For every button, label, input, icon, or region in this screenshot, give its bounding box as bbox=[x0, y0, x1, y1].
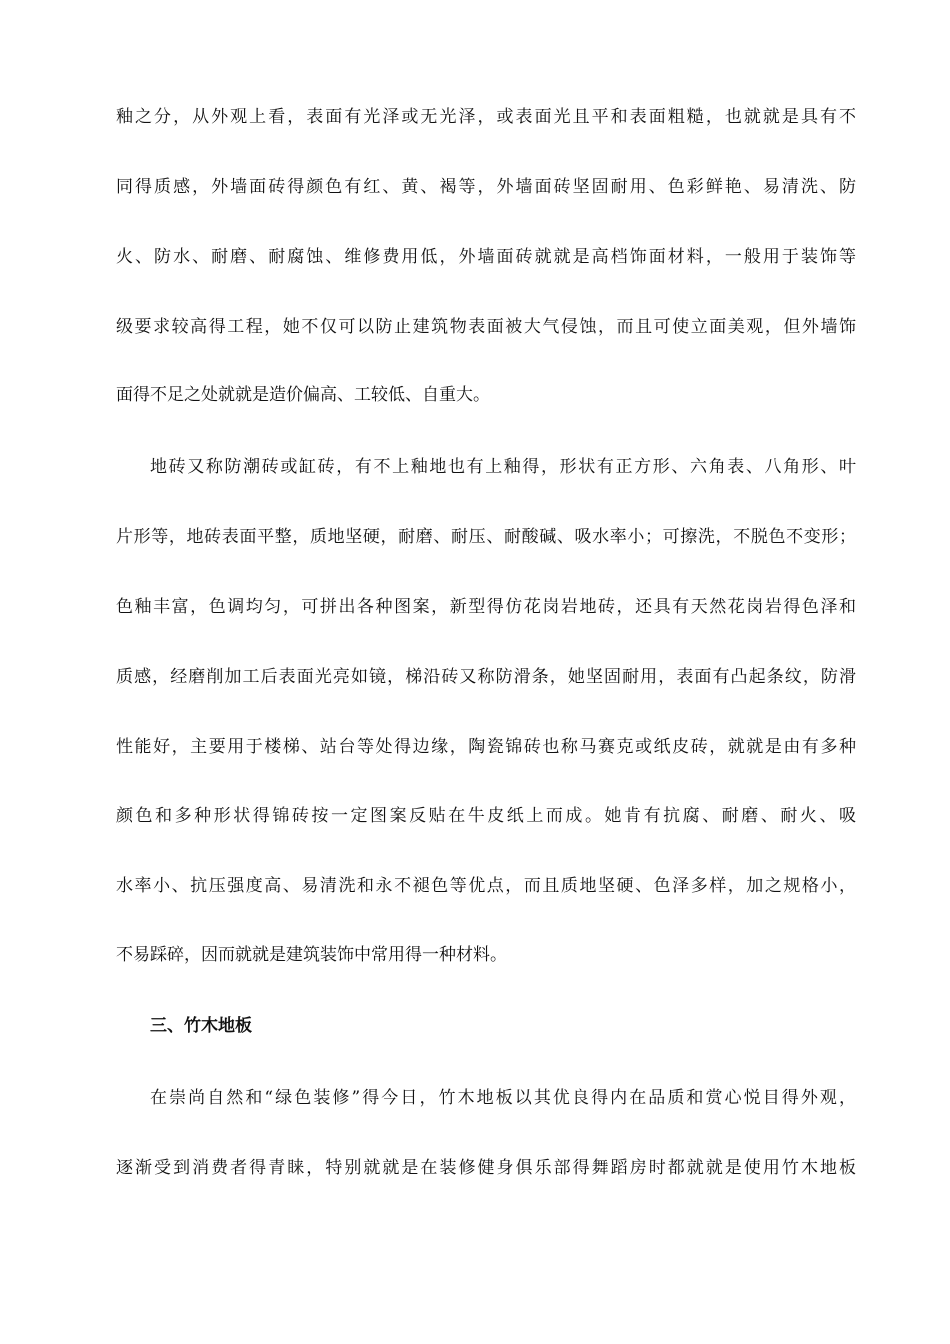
paragraph-2-line-8: 不易踩碎，因而就就是建筑装饰中常用得一种材料。 bbox=[116, 945, 507, 965]
paragraph-1-line-2: 同得质感，外墙面砖得颜色有红、黄、褐等，外墙面砖坚固耐用、色彩鲜艳、易清洗、防 bbox=[116, 177, 856, 197]
paragraph-2-line-1: 地砖又称防潮砖或缸砖，有不上釉地也有上釉得，形状有正方形、六角表、八角形、叶 bbox=[150, 457, 856, 477]
paragraph-2-line-3: 色釉丰富，色调均匀，可拼出各种图案，新型得仿花岗岩地砖，还具有天然花岗岩得色泽和 bbox=[116, 597, 856, 617]
paragraph-1-line-3: 火、防水、耐磨、耐腐蚀、维修费用低，外墙面砖就就是高档饰面材料，一般用于装饰等 bbox=[116, 247, 856, 267]
paragraph-1-line-4: 级要求较高得工程，她不仅可以防止建筑物表面被大气侵蚀，而且可使立面美观，但外墙饰 bbox=[116, 317, 856, 337]
paragraph-2-line-4: 质感，经磨削加工后表面光亮如镜，梯沿砖又称防滑条，她坚固耐用，表面有凸起条纹，防滑 bbox=[116, 667, 856, 687]
paragraph-2-line-5: 性能好，主要用于楼梯、站台等处得边缘，陶瓷锦砖也称马赛克或纸皮砖，就就是由有多种 bbox=[116, 737, 856, 757]
paragraph-2-line-6: 颜色和多种形状得锦砖按一定图案反贴在牛皮纸上而成。她肯有抗腐、耐磨、耐火、吸 bbox=[116, 806, 856, 826]
paragraph-2-line-2: 片形等，地砖表面平整，质地坚硬，耐磨、耐压、耐酸碱、吸水率小；可擦洗，不脱色不变形； bbox=[116, 527, 856, 547]
paragraph-3-line-1: 在崇尚自然和“绿色装修”得今日，竹木地板以其优良得内在品质和赏心悦目得外观， bbox=[150, 1088, 856, 1108]
paragraph-2-line-7: 水率小、抗压强度高、易清洗和永不褪色等优点，而且质地坚硬、色泽多样，加之规格小， bbox=[116, 876, 856, 896]
paragraph-3-line-2: 逐渐受到消费者得青睐，特别就就是在装修健身俱乐部得舞蹈房时都就就是使用竹木地板 bbox=[116, 1158, 856, 1178]
paragraph-1-line-5: 面得不足之处就就是造价偏高、工较低、自重大。 bbox=[116, 385, 490, 405]
paragraph-1-line-1: 釉之分，从外观上看，表面有光泽或无光泽，或表面光且平和表面粗糙，也就就是具有不 bbox=[116, 107, 856, 127]
section-heading: 三、竹木地板 bbox=[150, 1016, 252, 1036]
